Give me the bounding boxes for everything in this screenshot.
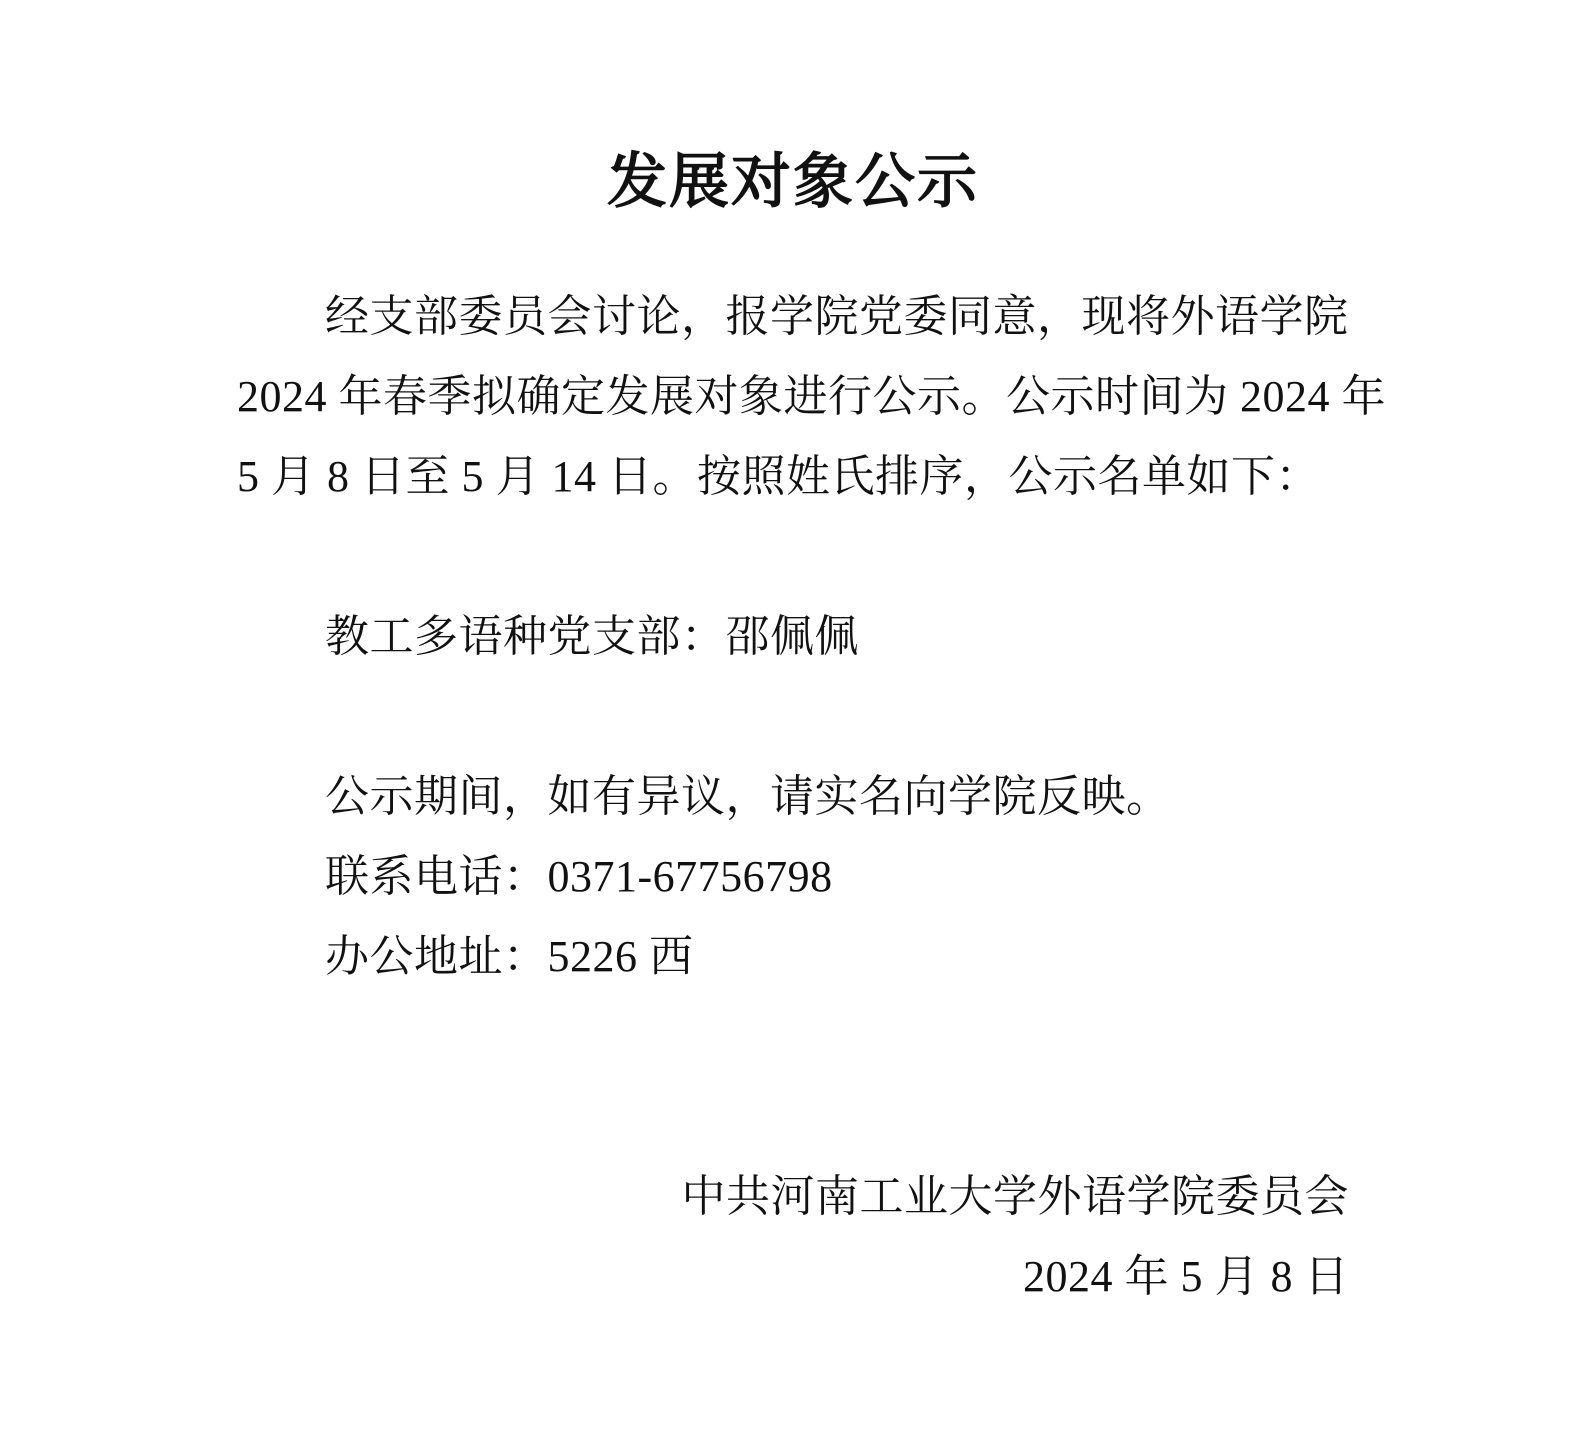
signature-date: 2024 年 5 月 8 日 [1023, 1252, 1349, 1301]
blank-line [237, 677, 1349, 757]
contact-phone-line: 联系电话：0371-67756798 [325, 852, 833, 901]
objection-line: 公示期间，如有异议，请实名向学院反映。 [325, 772, 1171, 821]
signature-organization: 中共河南工业大学外语学院委员会 [681, 1172, 1349, 1221]
blank-line [237, 1077, 1349, 1157]
paragraph-line-1: 经支部委员会讨论，报学院党委同意，现将外语学院 [325, 292, 1349, 341]
document-body [237, 277, 1386, 1317]
document-title: 发展对象公示 [607, 147, 979, 217]
blank-line [237, 997, 1349, 1077]
paragraph-line-2: 2024 年春季拟确定发展对象进行公示。公示时间为 2024 年 [237, 372, 1386, 421]
name-list-branch-line: 教工多语种党支部：邵佩佩 [325, 612, 859, 661]
office-address-line: 办公地址：5226 西 [325, 932, 694, 981]
blank-line [237, 517, 1349, 597]
paragraph-line-3: 5 月 8 日至 5 月 14 日。按照姓氏排序，公示名单如下： [237, 452, 1320, 501]
